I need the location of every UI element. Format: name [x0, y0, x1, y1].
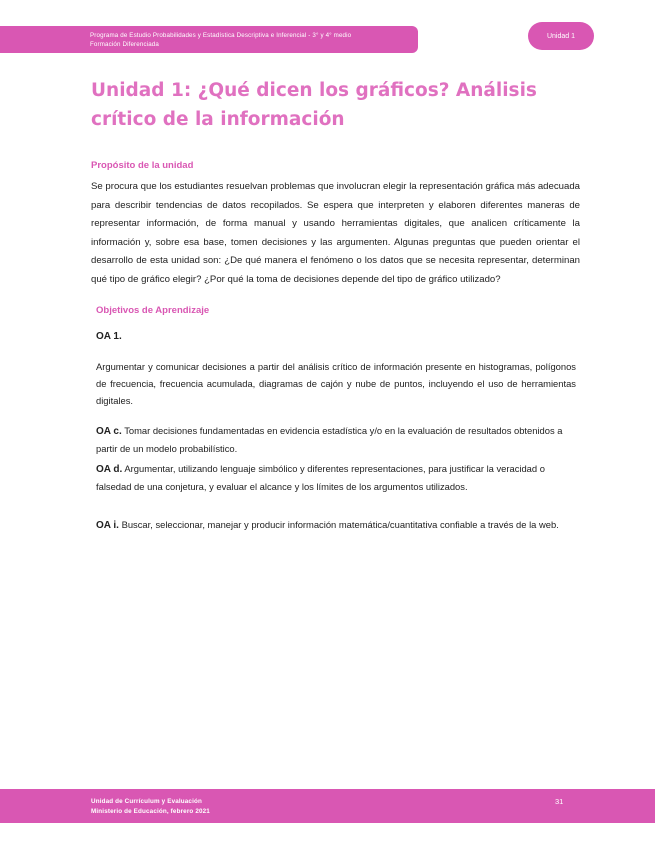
- objectives-heading: Objetivos de Aprendizaje: [96, 305, 210, 316]
- footer-unit: Unidad de Currículum y Evaluación: [91, 798, 202, 805]
- objective-code: OA d.: [96, 464, 123, 475]
- purpose-paragraph: Se procura que los estudiantes resuelvan problemas que involucran elegir la representación gráfica más adecuada para describir tendencias de datos recopilados. Se espera que interpreten y elaboren diferentes maneras de representar información, de forma manual y usando herramientas digitales, que analicen críticamente la información y, sobre esa base, tomen decisiones y las argumenten. Algunas preguntas que pueden orientar el desarrollo de esta unidad son: ¿De qué manera el fenómeno o los datos que se necesita representar, determinan qué tipo de gráfico elegir? ¿Por qué la toma de decisiones depende del tipo de gráfico utilizado?: [91, 181, 580, 285]
- objective-code: OA i.: [96, 520, 119, 531]
- purpose-heading: Propósito de la unidad: [91, 160, 194, 171]
- objective-code: OA 1.: [96, 331, 122, 342]
- objective-text: Buscar, seleccionar, manejar y producir información matemática/cuantitativa confiable a través de la web.: [121, 519, 559, 530]
- page-title: Unidad 1: ¿Qué dicen los gráficos? Análisis crítico de la información: [91, 80, 537, 130]
- unit-badge: Unidad 1: [528, 22, 594, 50]
- objective-text: Argumentar, utilizando lenguaje simbólico y diferentes representaciones, para justificar la veracidad o falsedad de una conjetura, y evaluar el alcance y los límites de los argumentos utilizados.: [96, 463, 545, 493]
- objective-item: [96, 460, 576, 495]
- page-number: 31: [555, 797, 564, 806]
- footer-ministry: Ministerio de Educación, febrero 2021: [91, 808, 210, 815]
- program-subtitle: Formación Diferenciada: [90, 41, 159, 48]
- footer-bar: [0, 789, 655, 823]
- objective-item: [96, 516, 576, 534]
- objective-item: [96, 422, 576, 457]
- objective-text: Tomar decisiones fundamentadas en evidencia estadística y/o en la evaluación de resultados obtenidos a partir de un modelo probabilístico.: [96, 425, 563, 455]
- program-title: Programa de Estudio Probabilidades y Estadística Descriptiva e Inferencial - 3° y 4° medio: [90, 32, 352, 39]
- objective-code: OA c.: [96, 426, 122, 437]
- objective-text: Argumentar y comunicar decisiones a partir del análisis crítico de información presente en histogramas, polígonos de frecuencia, frecuencia acumulada, diagramas de cajón y nube de puntos, incluyendo el uso de herramientas digitales.: [96, 361, 576, 407]
- header-bar: [0, 26, 418, 53]
